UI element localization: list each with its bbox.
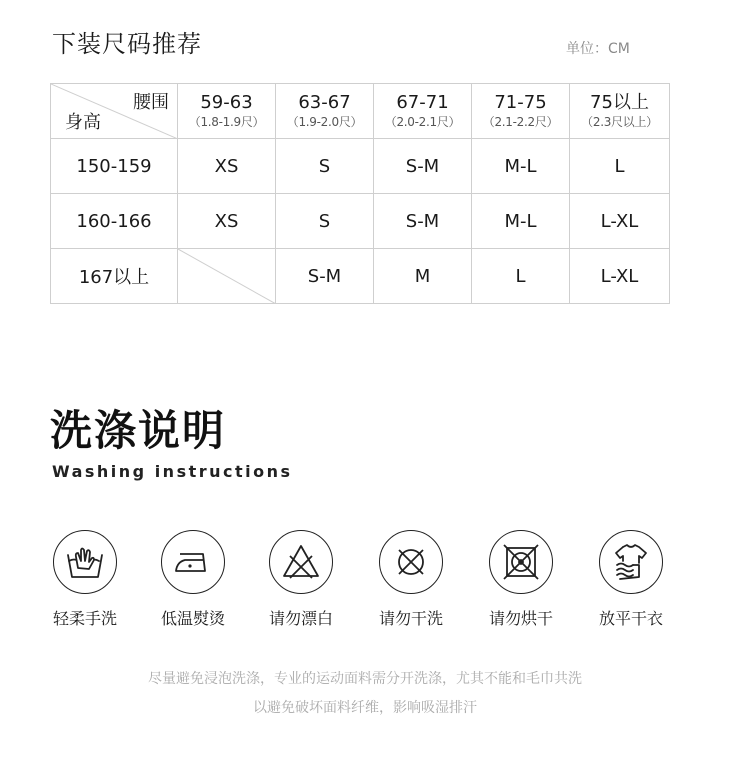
- size-cell: S: [276, 194, 374, 249]
- dry-flat-icon: [599, 530, 663, 594]
- waist-range: 59-63: [200, 92, 253, 113]
- size-cell: L-XL: [570, 249, 670, 304]
- empty-size-cell: [178, 249, 276, 304]
- size-cell: L: [472, 249, 570, 304]
- empty-cell-diagonal-line: [178, 249, 276, 304]
- waist-range-chi: （1.8-1.9尺）: [188, 115, 265, 129]
- care-label: 请勿干洗: [378, 609, 443, 628]
- waist-range: 71-75: [494, 92, 547, 113]
- size-cell: L: [570, 139, 670, 194]
- table-row: [51, 139, 670, 194]
- no-dry-clean-icon: [379, 530, 443, 594]
- waist-range-chi: （1.9-2.0尺）: [286, 115, 363, 129]
- waist-range-chi: （2.1-2.2尺）: [482, 115, 559, 129]
- waist-column-header: [276, 84, 374, 139]
- no-bleach-icon: [269, 530, 333, 594]
- table-corner-cell: [51, 84, 178, 139]
- hand-wash-icon: [53, 530, 117, 594]
- care-label: 请勿漂白: [268, 609, 333, 628]
- waist-range: 75以上: [590, 92, 649, 113]
- table-header-row: [51, 84, 670, 139]
- waist-column-header: [178, 84, 276, 139]
- size-cell: S: [276, 139, 374, 194]
- size-cell: M-L: [472, 194, 570, 249]
- unit-label: 单位：CM: [566, 41, 630, 57]
- size-table: [50, 83, 670, 304]
- care-item-no-bleach: [246, 530, 356, 629]
- table-row: [51, 249, 670, 304]
- height-range-cell: 167以上: [51, 249, 178, 304]
- waist-column-header: [374, 84, 472, 139]
- size-cell: S-M: [374, 139, 472, 194]
- waist-column-header: [570, 84, 670, 139]
- size-cell: M-L: [472, 139, 570, 194]
- size-cell: S-M: [276, 249, 374, 304]
- care-note-line-1: 尽量避免浸泡洗涤，专业的运动面料需分开洗涤，尤其不能和毛巾共洗: [148, 671, 582, 687]
- height-header-label: 身高: [65, 112, 101, 133]
- washing-subtitle: Washing instructions: [52, 462, 293, 481]
- height-range-cell: 160-166: [51, 194, 178, 249]
- washing-title: 洗涤说明: [50, 406, 227, 455]
- size-chart-title: 下装尺码推荐: [52, 30, 202, 58]
- size-cell: S-M: [374, 194, 472, 249]
- waist-range: 63-67: [298, 92, 351, 113]
- waist-range-chi: （2.3尺以上）: [581, 115, 658, 129]
- size-cell: M: [374, 249, 472, 304]
- care-item-hand-wash: [30, 530, 140, 629]
- no-tumble-dry-icon: [489, 530, 553, 594]
- iron-low-icon: [161, 530, 225, 594]
- care-item-iron: [138, 530, 248, 629]
- table-row: [51, 194, 670, 249]
- size-cell: XS: [178, 194, 276, 249]
- waist-header-label: 腰围: [133, 92, 169, 113]
- care-item-no-dry-clean: [356, 530, 466, 629]
- care-icons-row: [0, 530, 730, 640]
- care-label: 低温熨烫: [160, 609, 225, 628]
- size-cell: XS: [178, 139, 276, 194]
- care-item-dry-flat: [576, 530, 686, 629]
- waist-range-chi: （2.0-2.1尺）: [384, 115, 461, 129]
- waist-range: 67-71: [396, 92, 449, 113]
- size-cell: L-XL: [570, 194, 670, 249]
- care-note-line-2: 以避免破坏面料纤维，影响吸湿排汗: [253, 700, 477, 716]
- height-range-cell: 150-159: [51, 139, 178, 194]
- care-label: 请勿烘干: [488, 609, 553, 628]
- care-label: 放平干衣: [598, 609, 663, 628]
- waist-column-header: [472, 84, 570, 139]
- care-item-no-tumble-dry: [466, 530, 576, 629]
- care-label: 轻柔手洗: [52, 609, 117, 628]
